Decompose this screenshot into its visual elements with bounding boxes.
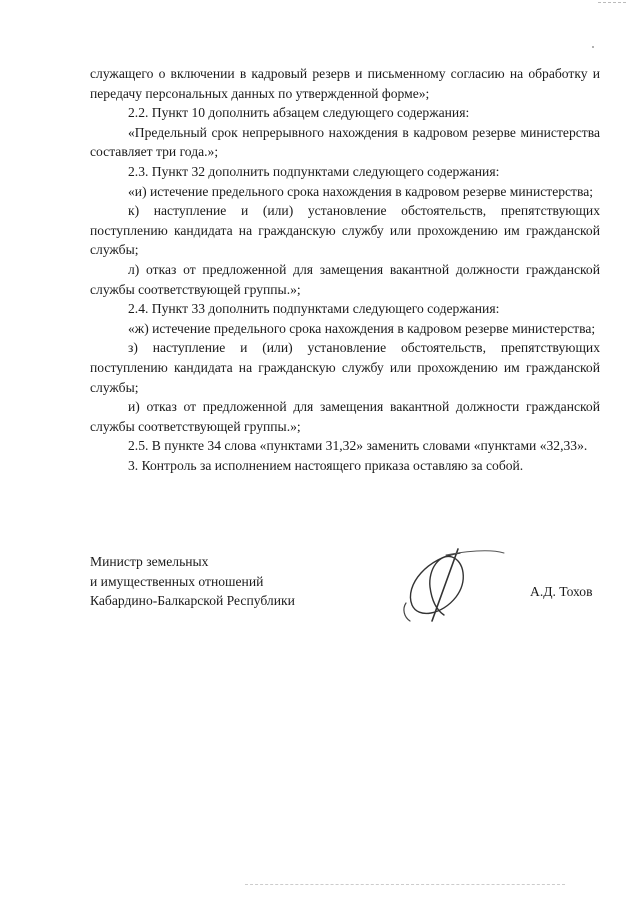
subitem-i-2-4: и) отказ от предложенной для замещения вакантной должности гражданской службы соответствующей группы.»; [90, 399, 600, 434]
subitem-k-2-3: к) наступление и (или) установление обстоятельств, препятствующих поступлению кандидата на гражданскую службу или прохождению им гражданской службы; [90, 203, 600, 258]
paragraph-2-2-quote: «Предельный срок непрерывного нахождения в кадровом резерве министерства составляет три года.»; [90, 124, 600, 160]
scan-artifact-top [598, 2, 626, 4]
signatory-title-line-3: Кабардино-Балкарской Республики [90, 593, 295, 609]
paragraph-2-3: 2.3. Пункт 32 дополнить подпунктами следующего содержания: [128, 163, 500, 179]
signatory-title-line-2: и имущественных отношений [90, 573, 264, 589]
signatory-title [90, 552, 295, 611]
scan-artifact-bottom [245, 884, 565, 886]
subitem-z-2-4: з) наступление и (или) установление обстоятельств, препятствующих поступлению кандидата на гражданскую службу или прохождению им гражданской службы; [90, 340, 600, 395]
signatory-name: А.Д. Тохов [530, 584, 593, 599]
document-body [90, 64, 600, 475]
subitem-zh-2-4: «ж) истечение предельного срока нахождения в кадровом резерве министерства; [128, 320, 596, 336]
paragraph-2-5: 2.5. В пункте 34 слова «пунктами 31,32» заменить словами «пунктами «32,33». [128, 438, 588, 454]
handwritten-signature-icon [398, 545, 508, 625]
subitem-i-2-3: «и) истечение предельного срока нахождения в кадровом резерве министерства; [128, 183, 594, 199]
scan-speck [592, 46, 594, 48]
paragraph-2-4: 2.4. Пункт 33 дополнить подпунктами следующего содержания: [128, 301, 500, 317]
subitem-l-2-3: л) отказ от предложенной для замещения вакантной должности гражданской службы соответствующей группы.»; [90, 261, 600, 297]
signatory-title-line-1: Министр земельных [90, 554, 209, 569]
paragraph-3: 3. Контроль за исполнением настоящего приказа оставляю за собой. [128, 457, 524, 473]
paragraph-continuation: служащего о включении в кадровый резерв и письменному согласию на обработку и передачу персональных данных по утвержденной форме»; [90, 66, 600, 101]
paragraph-2-2: 2.2. Пункт 10 дополнить абзацем следующего содержания: [128, 105, 470, 121]
